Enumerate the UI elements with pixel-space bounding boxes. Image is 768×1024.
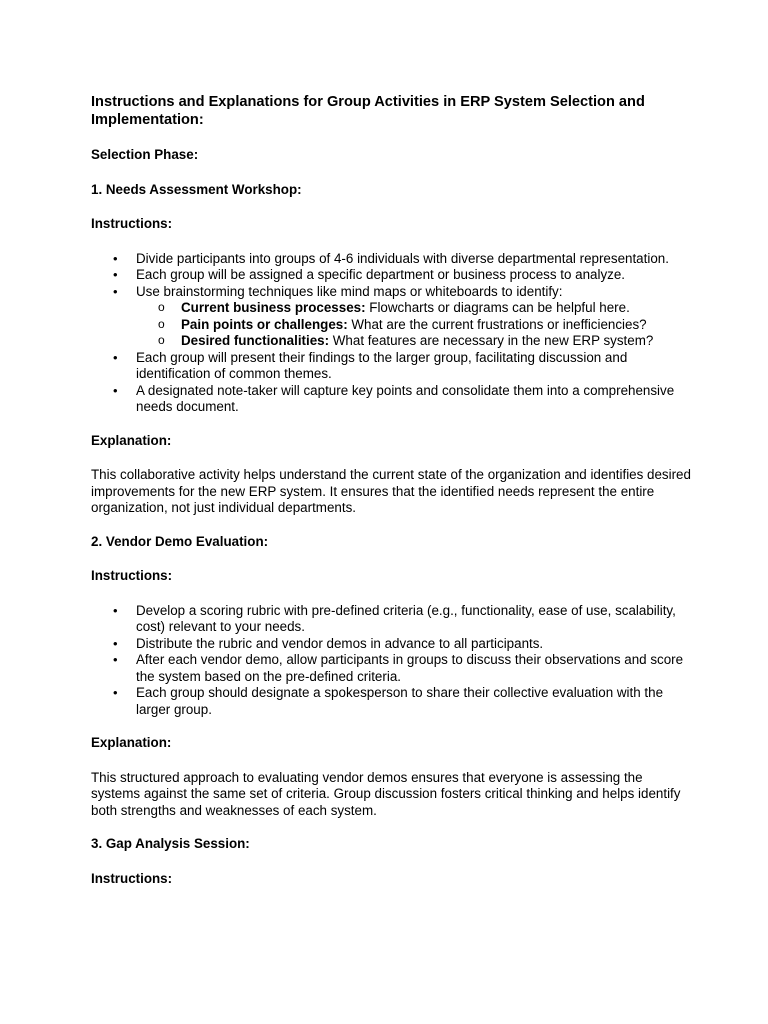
section-1-instructions-label: Instructions: <box>91 216 173 231</box>
sub-item-text: What are the current frustrations or inefficiencies? <box>347 316 647 332</box>
list-item: • Distribute the rubric and vendor demos in advance to all participants. <box>91 636 691 653</box>
sub-list-item <box>136 333 691 350</box>
list-item: • Divide participants into groups of 4-6 individuals with diverse departmental representation. <box>91 251 691 268</box>
section-2-explanation-label: Explanation: <box>91 735 172 750</box>
list-item: • A designated note-taker will capture key points and consolidate them into a comprehensive needs document. <box>91 383 691 416</box>
list-item-text: Use brainstorming techniques like mind maps or whiteboards to identify: <box>136 283 563 299</box>
section-1-instructions-list <box>91 251 691 416</box>
section-2-instructions-label: Instructions: <box>91 568 173 583</box>
sub-item-text: What features are necessary in the new ERP system? <box>329 333 654 348</box>
section-1-explanation-label: Explanation: <box>91 432 172 448</box>
sub-item-term: Desired functionalities: <box>181 333 330 348</box>
section-3-heading: 3. Gap Analysis Session: <box>91 836 250 851</box>
list-item: • After each vendor demo, allow participants in groups to discuss their observations and score the system based on the pre-defined criteria. <box>91 652 691 685</box>
section-2-heading: 2. Vendor Demo Evaluation: <box>91 533 269 549</box>
list-item <box>91 284 691 350</box>
section-1-explanation: This collaborative activity helps understand the current state of the organization and identifies desired improvements for the new ERP system. It ensures that the identified needs represent the entire organization, not just individual departments. <box>91 467 691 515</box>
phase-heading: Selection Phase: <box>91 147 199 162</box>
sub-item-term: Pain points or challenges: <box>181 316 348 332</box>
sub-list <box>136 300 691 350</box>
section-3-instructions-label: Instructions: <box>91 870 173 886</box>
list-item: • Each group will present their findings to the larger group, facilitating discussion and identification of common themes. <box>91 350 691 383</box>
sub-item-term: Current business processes: <box>181 300 366 315</box>
sub-list-item <box>136 300 691 317</box>
section-2-instructions-list <box>91 603 691 719</box>
section-1-heading: 1. Needs Assessment Workshop: <box>91 181 302 197</box>
list-item: • Each group will be assigned a specific department or business process to analyze. <box>91 267 691 284</box>
sub-list-item <box>136 317 691 334</box>
sub-item-text: Flowcharts or diagrams can be helpful here. <box>365 300 630 315</box>
section-2-explanation: This structured approach to evaluating vendor demos ensures that everyone is assessing the systems against the same set of criteria. Group discussion fosters critical thinking and helps identify both strengths and weaknesses of each system. <box>91 769 681 818</box>
document-content <box>91 94 691 905</box>
list-item: • Each group should designate a spokesperson to share their collective evaluation with the larger group. <box>91 685 691 718</box>
list-item: • Develop a scoring rubric with pre-defined criteria (e.g., functionality, ease of use, scalability, cost) relevant to your needs. <box>91 603 691 636</box>
document-title: Instructions and Explanations for Group Activities in ERP System Selection and Implementation: <box>91 94 645 128</box>
